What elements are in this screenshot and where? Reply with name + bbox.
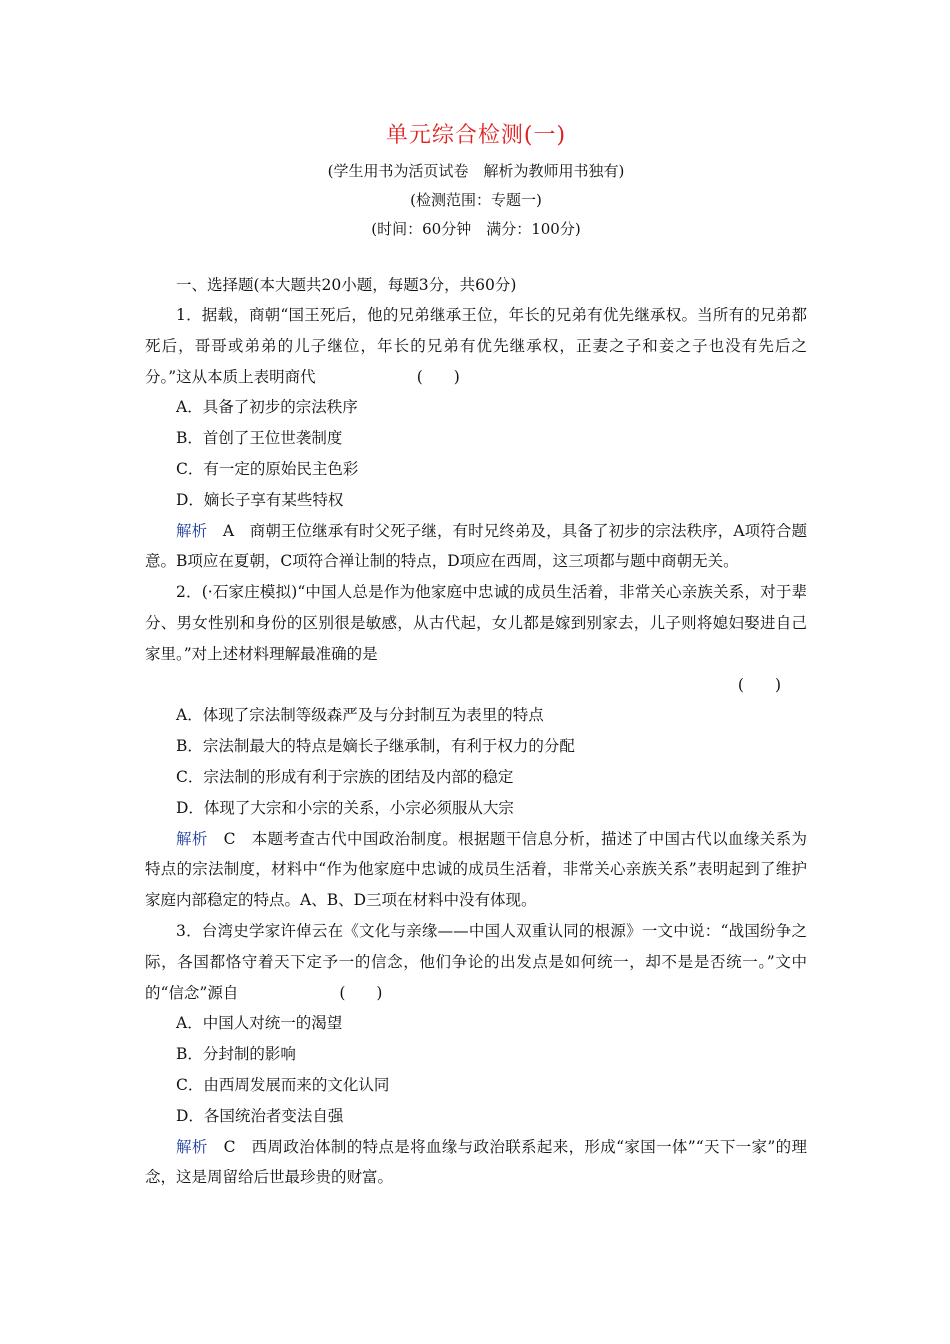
- section-heading: 一、选择题(本大题共20小题，每题3分，共60分): [176, 276, 517, 294]
- question-1-text: 1．据载，商朝“国王死后，他的兄弟继承王位，年长的兄弟有优先继承权。当所有的兄弟都死后，哥哥或弟弟的儿子继位，年长的兄弟有优先继承权，正妻之子和妾之子也没有先后之分。”这从本质上表明商代: [145, 306, 807, 386]
- analysis-label: 解析: [176, 1137, 208, 1156]
- question-2-option-d: D．体现了大宗和小宗的关系，小宗必须服从大宗: [176, 798, 514, 817]
- question-1-option-d: D．嫡长子享有某些特权: [176, 490, 344, 509]
- answer-bracket: ( ): [339, 983, 383, 1002]
- question-1-option-b: B．首创了王位世袭制度: [176, 429, 343, 448]
- subtitle-time: (时间：60分钟 满分：100分): [371, 220, 581, 238]
- question-2-option-a: A．体现了宗法制等级森严及与分封制互为表里的特点: [176, 706, 544, 725]
- question-2-option-c: C．宗法制的形成有利于宗族的团结及内部的稳定: [176, 767, 514, 786]
- question-2-analysis-text: C 本题考查古代中国政治制度。根据题干信息分析，描述了中国古代以血缘关系为特点的宗法制度，材料中“作为他家庭中忠诚的成员生活着，非常关心亲族关系”表明起到了维护家庭内部稳定的特点。A、B、D三项在材料中没有体现。: [145, 829, 807, 910]
- analysis-label: 解析: [176, 521, 208, 540]
- question-1-analysis-text: A 商朝王位继承有时父死子继，有时兄终弟及，具备了初步的宗法秩序，A项符合题意。B项应在夏朝，C项符合禅让制的特点，D项应在西周，这三项都与题中商朝无关。: [145, 521, 807, 571]
- question-2-option-b: B．宗法制最大的特点是嫡长子继承制，有利于权力的分配: [176, 737, 575, 756]
- answer-bracket: ( ): [416, 367, 460, 386]
- answer-bracket: ( ): [737, 675, 781, 694]
- analysis-label: 解析: [176, 829, 208, 848]
- subtitle-note: (学生用书为活页试卷 解析为教师用书独有): [327, 162, 625, 180]
- question-3-option-b: B．分封制的影响: [176, 1045, 296, 1064]
- question-1-option-a: A．具备了初步的宗法秩序: [176, 398, 358, 417]
- question-1-stem: [145, 300, 807, 392]
- question-3-analysis-text: C 西周政治体制的特点是将血缘与政治联系起来，形成“家国一体”“天下一家”的理念，这是周留给后世最珍贵的财富。: [145, 1137, 807, 1187]
- question-3-option-a: A．中国人对统一的渴望: [176, 1014, 343, 1033]
- question-3-option-c: C．由西周发展而来的文化认同: [176, 1075, 390, 1094]
- document-page: [145, 118, 807, 1193]
- question-1-option-c: C．有一定的原始民主色彩: [176, 459, 359, 478]
- question-1-analysis: [145, 516, 807, 578]
- question-3-stem: [145, 916, 807, 1008]
- question-3-analysis: [145, 1132, 807, 1194]
- subtitle-scope: (检测范围：专题一): [410, 191, 542, 209]
- question-3-text: 3．台湾史学家许倬云在《文化与亲缘——中国人双重认同的根源》一文中说：“战国纷争之际，各国都恪守着天下定予一的信念，他们争论的出发点是如何统一，却不是是否统一。”文中的“信念”源自: [145, 921, 807, 1002]
- document-title: 单元综合检测(一): [385, 123, 567, 148]
- question-3-option-d: D．各国统治者变法自强: [176, 1106, 344, 1125]
- question-2-stem: 2．(·石家庄模拟)“中国人总是作为他家庭中忠诚的成员生活着，非常关心亲族关系，对于辈分、男女性别和身份的区别很是敏感，从古代起，女儿都是嫁到别家去，儿子则将媳妇娶进自己家里。”对上述材料理解最准确的是: [145, 583, 807, 663]
- question-2-analysis: [145, 824, 807, 916]
